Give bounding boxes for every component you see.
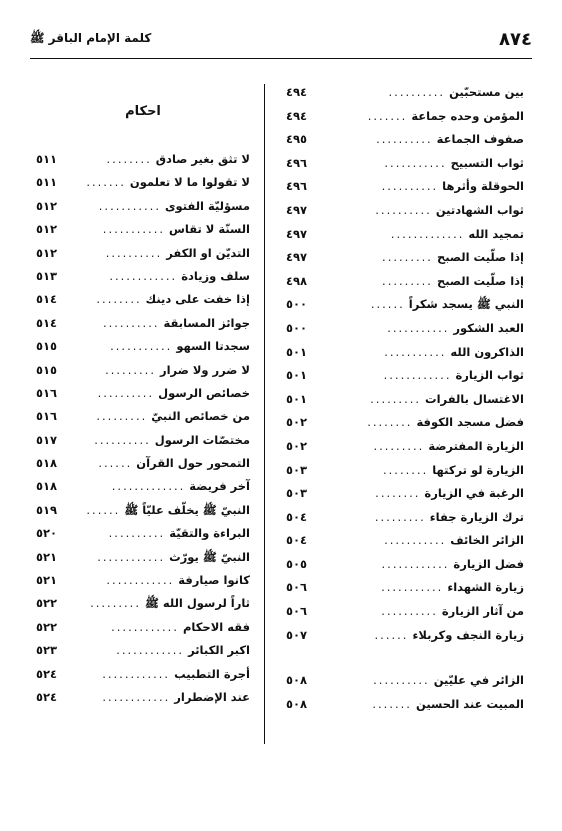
entry-page-number: ٥٠٧ bbox=[286, 627, 308, 642]
toc-entry bbox=[36, 667, 250, 690]
entry-page-number: ٥٠٠ bbox=[286, 297, 308, 312]
toc-entry bbox=[36, 269, 250, 292]
entry-title: ثواب الزيارة bbox=[455, 368, 524, 383]
entry-title: المبيت عند الحسين bbox=[415, 696, 524, 711]
toc-entry bbox=[286, 321, 524, 345]
dot-leader: .......... bbox=[97, 385, 155, 400]
entry-page-number: ٥١٢ bbox=[36, 245, 58, 260]
dot-leader: .......... bbox=[388, 85, 446, 99]
toc-entry bbox=[286, 85, 524, 109]
dot-leader: ............. bbox=[111, 479, 186, 494]
entry-page-number: ٤٩٦ bbox=[286, 155, 308, 170]
toc-entry bbox=[286, 297, 524, 321]
toc-entry bbox=[36, 596, 250, 619]
entry-title: صفوف الجماعة bbox=[436, 132, 524, 147]
dot-leader: ............ bbox=[102, 689, 171, 704]
dot-leader: ........... bbox=[384, 155, 447, 170]
dot-leader: ........... bbox=[384, 344, 447, 359]
entry-title: زيارة النجف وكربلاء bbox=[412, 627, 524, 642]
column-divider bbox=[264, 84, 265, 744]
dot-leader: .......... bbox=[381, 179, 439, 194]
entry-title: المؤمن وحده جماعة bbox=[411, 108, 524, 123]
entry-title: بين مستحبّين bbox=[449, 85, 524, 99]
dot-leader: .......... bbox=[108, 526, 166, 541]
toc-entry bbox=[36, 643, 250, 666]
toc-entry bbox=[36, 152, 250, 175]
dot-leader: ......... bbox=[382, 273, 433, 288]
entry-title: لا تثق بغير صادق bbox=[155, 152, 250, 166]
toc-entry bbox=[36, 690, 250, 713]
entry-title: الاغتسال بالفرات bbox=[425, 391, 524, 406]
toc-entry bbox=[36, 386, 250, 409]
entry-title: إذا صلّيت الصبح bbox=[436, 273, 524, 288]
toc-entry bbox=[286, 415, 524, 439]
entry-title: من آثار الزيارة bbox=[441, 604, 524, 619]
entry-title: البراءة والتقيّة bbox=[169, 526, 250, 541]
toc-entry bbox=[286, 604, 524, 628]
entry-title: فقه الاحكام bbox=[182, 619, 250, 634]
dot-leader: ............ bbox=[97, 549, 166, 564]
toc-entry bbox=[36, 292, 250, 315]
toc-entry bbox=[286, 368, 524, 392]
dot-leader: ....... bbox=[372, 696, 412, 711]
entry-page-number: ٥١١ bbox=[36, 175, 58, 190]
entry-page-number: ٥٠٣ bbox=[286, 486, 308, 501]
toc-entry bbox=[36, 222, 250, 245]
entry-page-number: ٥١٥ bbox=[36, 339, 58, 354]
toc-entry bbox=[286, 179, 524, 203]
toc-entry bbox=[36, 409, 250, 432]
dot-leader: ........ bbox=[375, 486, 421, 501]
entry-title: الزائر في عليّين bbox=[433, 673, 524, 688]
dot-leader: .......... bbox=[375, 202, 432, 217]
dot-leader: .......... bbox=[381, 604, 438, 619]
toc-entry bbox=[36, 620, 250, 643]
entry-title: الرغبة في الزيارة bbox=[424, 486, 524, 501]
dot-leader: ............ bbox=[111, 619, 179, 634]
toc-entry bbox=[36, 573, 250, 596]
entry-page-number: ٥٠٥ bbox=[286, 556, 308, 571]
entry-title: العبد الشكور bbox=[453, 320, 524, 335]
entry-title: سلف وزيادة bbox=[181, 268, 250, 283]
dot-leader: ............ bbox=[102, 666, 171, 681]
entry-title: ثاراً لرسول الله ﷺ bbox=[145, 596, 250, 611]
dot-leader: ...... bbox=[370, 297, 405, 312]
entry-page-number: ٥١٦ bbox=[36, 409, 58, 424]
entry-page-number: ٥٠٠ bbox=[286, 320, 308, 335]
entry-title: إذا صلّيت الصبح bbox=[436, 250, 524, 265]
entry-title: السنّة لا تقاس bbox=[169, 222, 250, 237]
entry-page-number: ٥١٩ bbox=[36, 502, 58, 517]
entry-title: ترك الزيارة جفاء bbox=[429, 509, 524, 524]
entry-page-number: ٥٢١ bbox=[36, 573, 58, 588]
entry-page-number: ٥١٥ bbox=[36, 362, 58, 377]
entry-page-number: ٥١٢ bbox=[36, 222, 58, 237]
toc-entry bbox=[36, 456, 250, 479]
entry-page-number: ٥٢١ bbox=[36, 549, 58, 564]
entry-page-number: ٥١٣ bbox=[36, 268, 58, 283]
entry-title: فضل الزيارة bbox=[453, 556, 524, 571]
entry-page-number: ٥٠٦ bbox=[286, 604, 308, 619]
toc-entry bbox=[36, 503, 250, 526]
entry-page-number: ٥٠٢ bbox=[286, 415, 308, 430]
toc-entry bbox=[286, 156, 524, 180]
entry-title: الزيارة المفترضة bbox=[428, 438, 524, 453]
entry-page-number: ٥٠٤ bbox=[286, 509, 308, 524]
entry-page-number: ٤٩٨ bbox=[286, 273, 308, 288]
dot-leader: ........ bbox=[382, 462, 429, 477]
dot-leader: ......... bbox=[382, 250, 433, 265]
entry-title: مسؤليّة الفتوى bbox=[164, 198, 250, 213]
entry-page-number: ٥٢٤ bbox=[36, 666, 58, 681]
toc-entry bbox=[286, 673, 524, 697]
dot-leader: ........... bbox=[387, 320, 450, 335]
toc-entry bbox=[36, 550, 250, 573]
toc-entry bbox=[286, 510, 524, 534]
toc-entry bbox=[36, 175, 250, 198]
entry-title: ثواب التسبيح bbox=[450, 155, 524, 170]
entry-title: الزائر الخائف bbox=[450, 533, 524, 548]
right-column bbox=[286, 85, 524, 720]
dot-leader: ........... bbox=[110, 339, 173, 354]
header-rule bbox=[30, 58, 532, 59]
toc-entry bbox=[286, 533, 524, 557]
dot-leader: ............ bbox=[106, 573, 175, 588]
entry-title: جوائز المسابقة bbox=[163, 315, 250, 330]
entry-title: الزيارة لو تركتها bbox=[432, 462, 524, 477]
entry-title: أجرة التطبيب bbox=[174, 666, 250, 681]
entry-page-number: ٥١٨ bbox=[36, 456, 58, 471]
dot-leader: .......... bbox=[105, 245, 163, 260]
toc-entry bbox=[286, 557, 524, 581]
entry-title: عند الإضطرار bbox=[174, 689, 250, 704]
page-number: ٨٧٤ bbox=[499, 28, 532, 50]
dot-leader: ........ bbox=[96, 292, 142, 307]
dot-leader: .......... bbox=[94, 432, 151, 447]
toc-entry bbox=[286, 227, 524, 251]
entry-page-number: ٤٩٤ bbox=[286, 108, 308, 123]
toc-entry bbox=[286, 463, 524, 487]
toc-entry bbox=[36, 526, 250, 549]
dot-leader: ............ bbox=[381, 556, 450, 571]
entry-title: التديّن او الكفر bbox=[166, 245, 250, 260]
entry-page-number: ٥٠١ bbox=[286, 391, 308, 406]
entry-page-number: ٤٩٧ bbox=[286, 226, 308, 241]
dot-leader: .......... bbox=[102, 315, 160, 330]
entry-page-number: ٥٠٨ bbox=[286, 696, 308, 711]
dot-leader: ......... bbox=[370, 391, 422, 406]
entry-title: خصائص الرسول bbox=[158, 385, 250, 400]
entry-title: النبيّ ﷺ يورّث bbox=[169, 549, 250, 564]
entry-page-number: ٥٢٣ bbox=[36, 643, 58, 658]
toc-entry bbox=[286, 486, 524, 510]
dot-leader: ........... bbox=[381, 580, 444, 595]
entry-title: لا ضرر ولا ضرار bbox=[159, 362, 250, 377]
entry-page-number: ٥٠٢ bbox=[286, 438, 308, 453]
dot-leader: ......... bbox=[374, 509, 426, 524]
entry-page-number: ٤٩٧ bbox=[286, 250, 308, 265]
toc-entry bbox=[36, 199, 250, 222]
toc-entry bbox=[286, 628, 524, 652]
entry-page-number: ٥٢٢ bbox=[36, 619, 58, 634]
toc-entry bbox=[286, 250, 524, 274]
dot-leader: ......... bbox=[90, 596, 141, 611]
toc-entry bbox=[36, 479, 250, 502]
dot-leader: ...... bbox=[98, 456, 133, 471]
entry-gap bbox=[286, 651, 524, 673]
entry-title: إذا خفت على دينك bbox=[145, 292, 250, 307]
entry-page-number: ٥٠٨ bbox=[286, 673, 308, 688]
dot-leader: ........... bbox=[384, 533, 447, 548]
toc-entry bbox=[286, 439, 524, 463]
entry-page-number: ٥٢٢ bbox=[36, 596, 58, 611]
entry-page-number: ٥١٤ bbox=[36, 292, 58, 307]
entry-title: زيارة الشهداء bbox=[447, 580, 524, 595]
entry-page-number: ٤٩٤ bbox=[286, 85, 308, 99]
toc-entry bbox=[286, 392, 524, 416]
entry-page-number: ٥٢٤ bbox=[36, 689, 58, 704]
toc-entry bbox=[286, 203, 524, 227]
left-column bbox=[36, 152, 250, 713]
entry-title: كانوا صيارفة bbox=[178, 573, 250, 588]
dot-leader: ............ bbox=[383, 368, 452, 383]
entry-page-number: ٥٠٤ bbox=[286, 533, 308, 548]
entry-title: لا تقولوا ما لا تعلمون bbox=[129, 175, 250, 190]
entry-page-number: ٤٩٦ bbox=[286, 179, 308, 194]
dot-leader: ......... bbox=[96, 409, 148, 424]
entry-title: التمحور حول القرآن bbox=[136, 456, 250, 471]
entry-title: الحوقلة وأثرها bbox=[442, 179, 524, 194]
entry-title: الذاكرون الله bbox=[450, 344, 524, 359]
entry-page-number: ٥١٨ bbox=[36, 479, 58, 494]
dot-leader: ...... bbox=[374, 627, 409, 642]
page-header bbox=[30, 24, 532, 54]
entry-page-number: ٥٢٠ bbox=[36, 526, 58, 541]
entry-page-number: ٥١١ bbox=[36, 152, 58, 166]
toc-entry bbox=[286, 580, 524, 604]
entry-title: ثواب الشهادتين bbox=[435, 202, 524, 217]
dot-leader: ........ bbox=[106, 152, 152, 166]
toc-entry bbox=[36, 316, 250, 339]
entry-page-number: ٥١٢ bbox=[36, 198, 58, 213]
entry-page-number: ٤٩٧ bbox=[286, 202, 308, 217]
running-title: كلمة الإمام الباقر ﷺ bbox=[30, 30, 152, 45]
dot-leader: ........... bbox=[102, 222, 166, 237]
dot-leader: .......... bbox=[373, 673, 430, 688]
toc-entry bbox=[36, 363, 250, 386]
entry-title: آخر فريضة bbox=[189, 479, 250, 494]
dot-leader: ......... bbox=[105, 362, 156, 377]
dot-leader: ......... bbox=[373, 438, 425, 453]
dot-leader: ........... bbox=[98, 198, 161, 213]
entry-title: تمجيد الله bbox=[468, 226, 524, 241]
toc-entry bbox=[286, 132, 524, 156]
dot-leader: ........ bbox=[367, 415, 413, 430]
section-heading: احكام bbox=[125, 104, 161, 119]
entry-title: فضل مسجد الكوفة bbox=[416, 415, 524, 430]
dot-leader: .......... bbox=[376, 132, 433, 147]
entry-page-number: ٥٠١ bbox=[286, 368, 308, 383]
entry-title: سجدتا السهو bbox=[176, 339, 250, 354]
entry-page-number: ٥٠١ bbox=[286, 344, 308, 359]
entry-page-number: ٥١٧ bbox=[36, 432, 58, 447]
toc-entry bbox=[36, 339, 250, 362]
toc-entry bbox=[286, 274, 524, 298]
toc-entry bbox=[286, 345, 524, 369]
entry-title: النبي ﷺ يسجد شكراً bbox=[408, 297, 524, 312]
entry-title: مختصّات الرسول bbox=[154, 432, 250, 447]
toc-entry bbox=[36, 433, 250, 456]
toc-entry bbox=[286, 109, 524, 133]
entry-page-number: ٤٩٥ bbox=[286, 132, 308, 147]
dot-leader: ....... bbox=[86, 175, 126, 190]
entry-title: النبيّ ﷺ يخلّف عليّاً ﷺ bbox=[124, 502, 250, 517]
entry-page-number: ٥٠٦ bbox=[286, 580, 308, 595]
dot-leader: ....... bbox=[367, 108, 408, 123]
toc-entry bbox=[286, 697, 524, 721]
entry-title: من خصائص النبيّ bbox=[151, 409, 250, 424]
entry-title: اكبر الكبائر bbox=[188, 643, 250, 658]
entry-page-number: ٥١٤ bbox=[36, 315, 58, 330]
dot-leader: ...... bbox=[86, 502, 121, 517]
dot-leader: ............ bbox=[109, 268, 178, 283]
dot-leader: ............. bbox=[390, 226, 465, 241]
entry-page-number: ٥٠٣ bbox=[286, 462, 308, 477]
entry-page-number: ٥١٦ bbox=[36, 385, 58, 400]
toc-entry bbox=[36, 246, 250, 269]
dot-leader: ............ bbox=[116, 643, 185, 658]
